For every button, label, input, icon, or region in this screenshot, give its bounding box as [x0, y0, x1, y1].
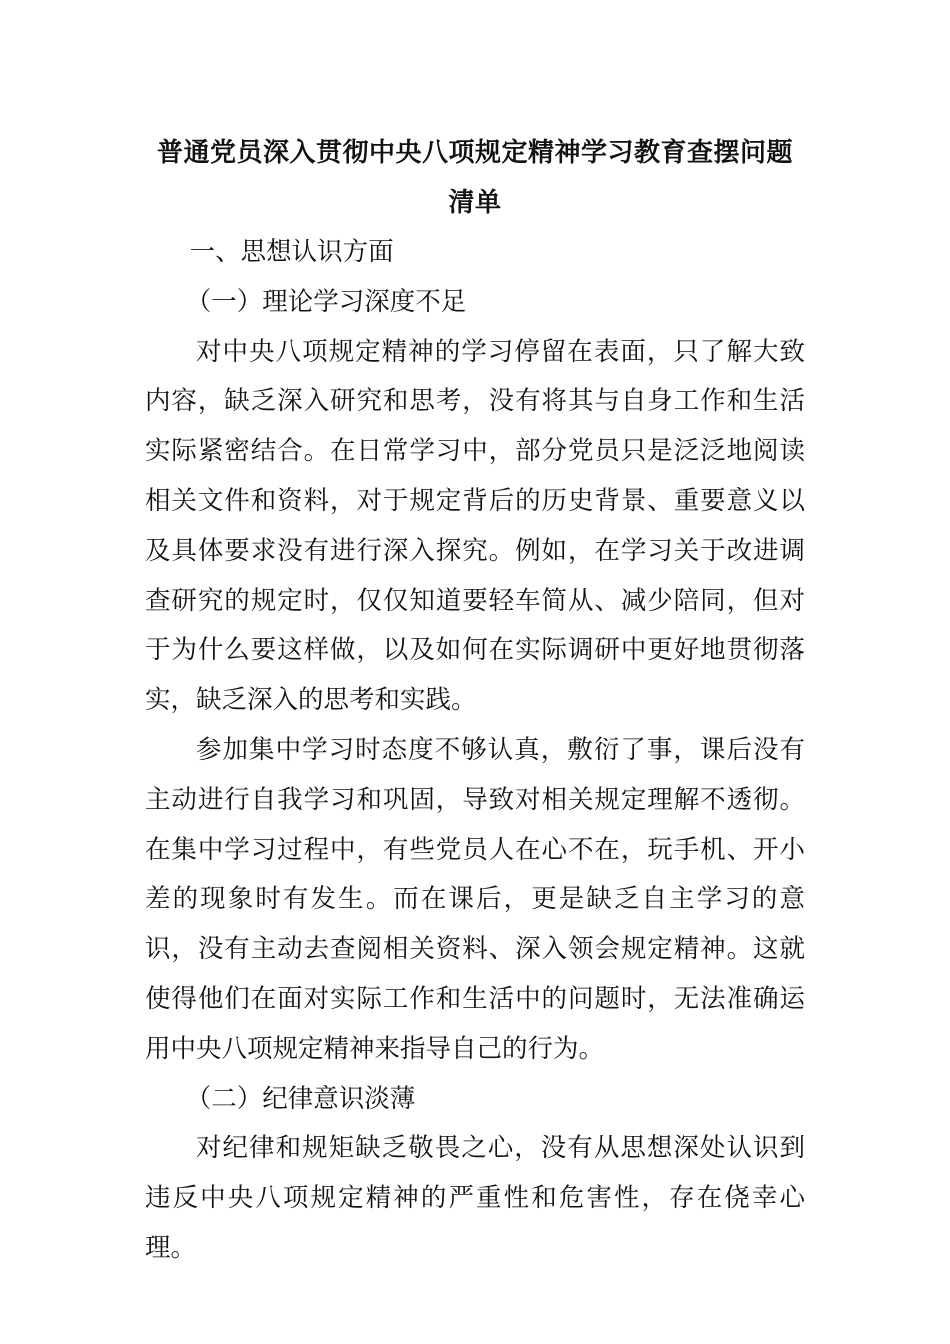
document-title: 普通党员深入贯彻中央八项规定精神学习教育查摆问题清单: [156, 138, 793, 218]
document-body: [145, 228, 805, 1274]
paragraph-theory-study-1: 对中央八项规定精神的学习停留在表面，只了解大致内容，缺乏深入研究和思考，没有将其与自身工作和生活实际紧密结合。在日常学习中，部分党员只是泛泛地阅读相关文件和资料，对于规定背后的历史背景、重要意义以及具体要求没有进行深入探究。例如，在学习关于改进调查研究的规定时，仅仅知道要轻车简从、减少陪同，但对于为什么要这样做，以及如何在实际调研中更好地贯彻落实，缺乏深入的思考和实践。: [145, 336, 805, 716]
subsection-heading-discipline: （二）纪律意识淡薄: [185, 1083, 416, 1114]
section-heading-thinking: 一、思想认识方面: [189, 237, 394, 267]
subsection-heading-theory-study: （一）理论学习深度不足: [185, 286, 467, 317]
paragraph-discipline-1: 对纪律和规矩缺乏敬畏之心，没有从思想深处认识到违反中央八项规定精神的严重性和危害性，存在侥幸心理。: [145, 1133, 805, 1263]
paragraph-theory-study-2: 参加集中学习时态度不够认真，敷衍了事，课后没有主动进行自我学习和巩固，导致对相关规定理解不透彻。在集中学习过程中，有些党员人在心不在，玩手机、开小差的现象时有发生。而在课后，更是缺乏自主学习的意识，没有主动去查阅相关资料、深入领会规定精神。这就使得他们在面对实际工作和生活中的问题时，无法准确运用中央八项规定精神来指导自己的行为。: [145, 734, 805, 1064]
